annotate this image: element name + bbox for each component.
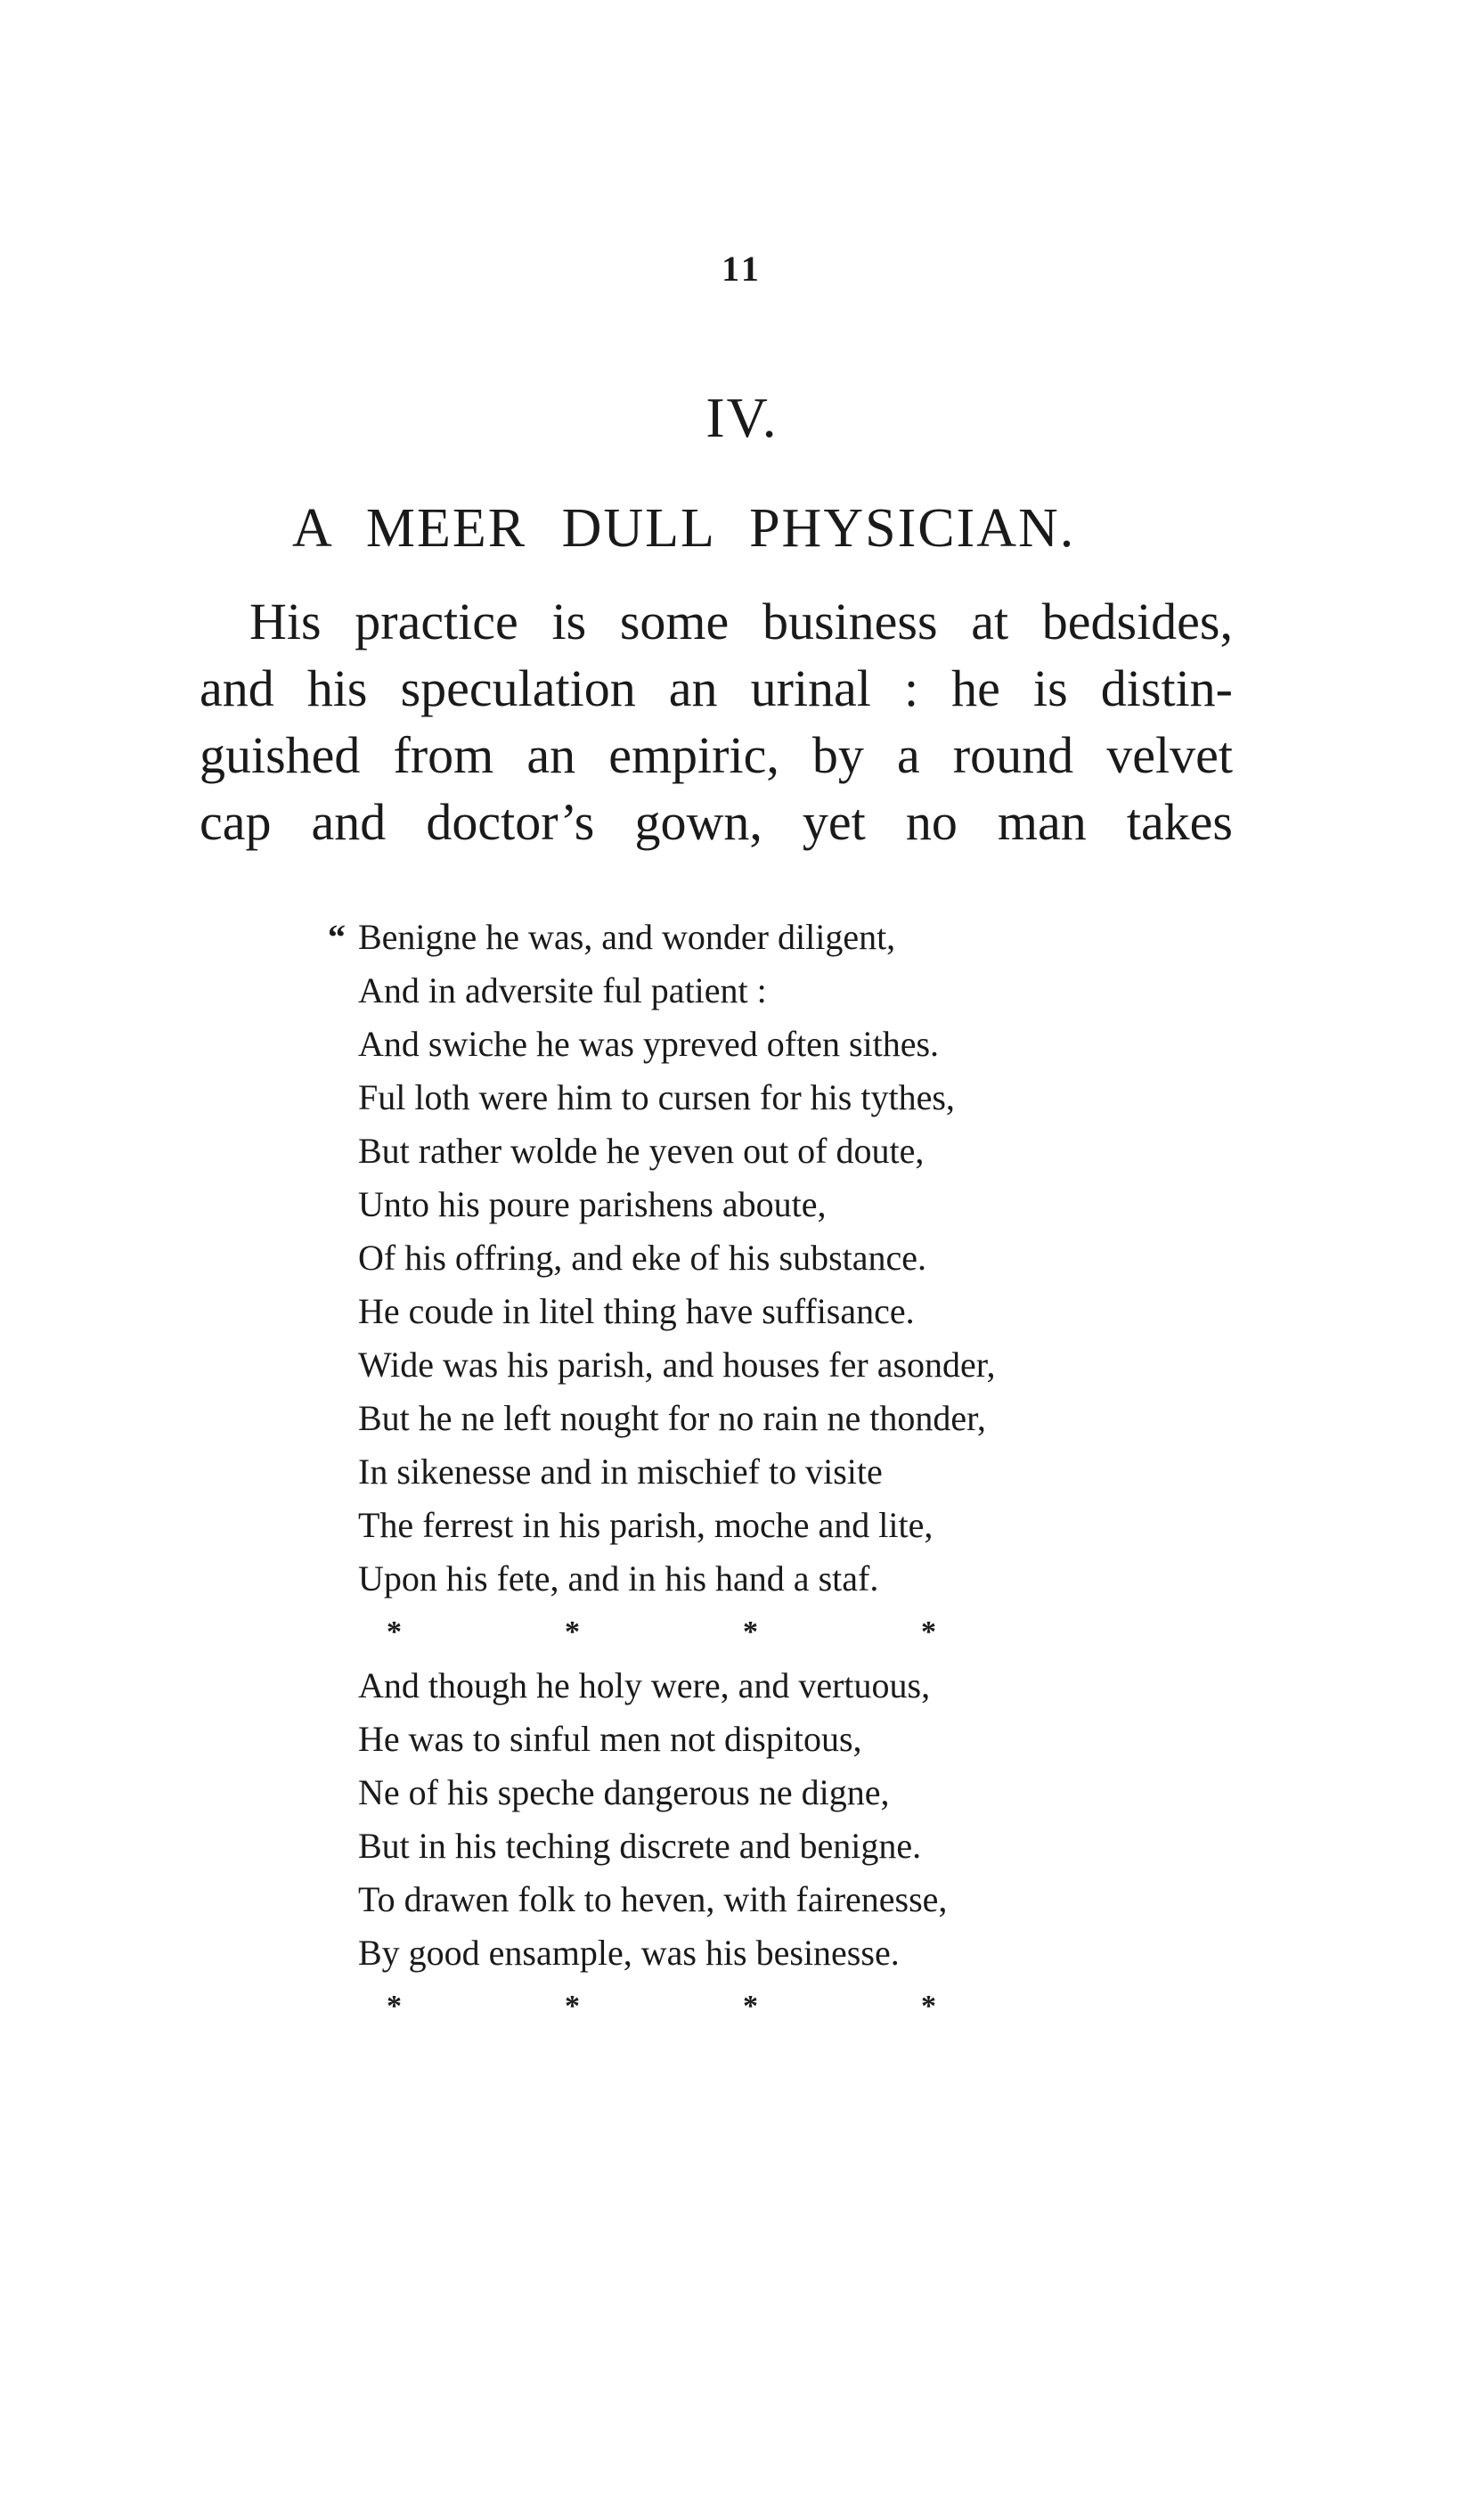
- asterisk: *: [387, 1990, 402, 2023]
- open-quote: “: [328, 917, 346, 957]
- body-line: guished from an empiric, by a round velvet: [200, 726, 1233, 784]
- verse-line: Ful loth were him to cursen for his tythes,: [358, 1077, 955, 1117]
- asterisk: *: [387, 1615, 402, 1648]
- verse-line: But in his teching discrete and benigne.: [358, 1826, 922, 1866]
- asterisk-divider: [328, 1606, 1129, 1659]
- asterisk: *: [743, 1990, 758, 2023]
- asterisk-divider: [328, 1980, 1129, 2033]
- verse-line: And though he holy were, and vertuous,: [358, 1665, 931, 1705]
- asterisk: *: [921, 1990, 936, 2023]
- body-paragraph: [200, 588, 1233, 855]
- page-number: 11: [722, 249, 762, 289]
- asterisk: *: [743, 1615, 758, 1648]
- verse-line: Of his offring, and eke of his substance.: [358, 1238, 927, 1278]
- verse-line: Wide was his parish, and houses fer asonder,: [358, 1345, 996, 1385]
- footnote-verse: [328, 911, 1129, 2033]
- verse-line: By good ensample, was his besinesse.: [358, 1933, 900, 1973]
- verse-line: To drawen folk to heven, with fairenesse,: [358, 1879, 948, 1919]
- verse-line: [328, 911, 1129, 964]
- chapter-title: A MEER DULL PHYSICIAN.: [292, 498, 1076, 559]
- body-line: His practice is some business at bedsides,: [249, 593, 1233, 650]
- verse-line: In sikenesse and in mischief to visite: [358, 1451, 883, 1492]
- asterisk: *: [565, 1990, 580, 2023]
- body-line: and his speculation an urinal : he is distin-: [200, 659, 1233, 717]
- verse-line: Ne of his speche dangerous ne digne,: [358, 1772, 890, 1812]
- verse-line: He coude in litel thing have suffisance.: [358, 1291, 915, 1331]
- verse-line: But he ne left nought for no rain ne thonder,: [358, 1398, 986, 1438]
- body-line: cap and doctor’s gown, yet no man takes: [200, 793, 1233, 851]
- verse-line: He was to sinful men not dispitous,: [358, 1719, 862, 1759]
- verse-line: And swiche he was ypreved often sithes.: [358, 1024, 940, 1064]
- verse-line: And in adversite ful patient :: [358, 970, 767, 1010]
- asterisk: *: [921, 1615, 936, 1648]
- verse-line-text: Benigne he was, and wonder diligent,: [358, 917, 896, 957]
- verse-line: But rather wolde he yeven out of doute,: [358, 1131, 925, 1171]
- asterisk: *: [565, 1615, 580, 1648]
- verse-line: The ferrest in his parish, moche and lite,: [358, 1505, 934, 1545]
- verse-line: Unto his poure parishens aboute,: [358, 1184, 827, 1224]
- chapter-numeral: IV.: [705, 386, 779, 449]
- verse-line: Upon his fete, and in his hand a staf.: [358, 1558, 879, 1599]
